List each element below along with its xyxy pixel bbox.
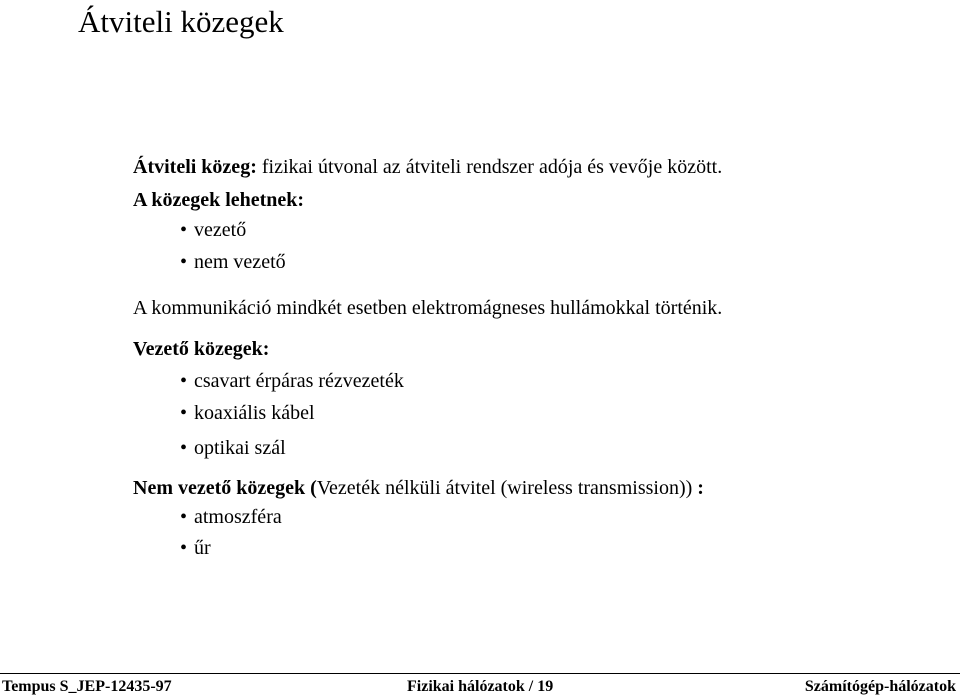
nonconductive-suffix: : — [692, 477, 704, 499]
nonconductive-heading — [133, 476, 704, 500]
list-item — [180, 218, 246, 242]
footer-center: Fizikai hálózatok / 19 — [407, 678, 554, 695]
definition-text: fizikai útvonal az átviteli rendszer adója és vevője között. — [256, 156, 723, 178]
list-item-text: koaxiális kábel — [194, 402, 315, 424]
list-item-text: űr — [194, 537, 211, 559]
list-item-text: vezető — [194, 219, 247, 241]
definition-term: Átviteli közeg: — [133, 156, 257, 178]
list-item — [180, 250, 286, 274]
footer-divider — [0, 673, 960, 674]
conductive-heading — [133, 337, 269, 361]
list-item-text: atmoszféra — [194, 506, 282, 528]
bullet-icon: • — [180, 437, 188, 459]
conductive-heading-text: Vezető közegek: — [133, 338, 270, 360]
media-intro — [133, 188, 304, 212]
bullet-icon: • — [180, 219, 188, 241]
communication-note: A kommunikáció mindkét esetben elektromágneses hullámokkal történik. — [133, 297, 723, 319]
list-item — [180, 536, 211, 560]
footer-right: Számítógép-hálózatok — [804, 678, 956, 695]
bullet-icon: • — [180, 370, 188, 392]
list-item-text: csavart érpáras rézvezeték — [194, 370, 404, 392]
bullet-icon: • — [180, 251, 188, 273]
list-item — [180, 436, 286, 460]
bullet-icon: • — [180, 402, 188, 424]
bullet-icon: • — [180, 506, 188, 528]
bullet-icon: • — [180, 537, 188, 559]
list-item — [180, 401, 315, 425]
list-item — [180, 369, 404, 393]
footer-left: Tempus S_JEP-12435-97 — [2, 678, 172, 695]
nonconductive-heading-text: Nem vezető közegek ( — [133, 477, 317, 499]
list-item-text: optikai szál — [194, 437, 286, 459]
list-item-text: nem vezető — [194, 251, 286, 273]
nonconductive-note: Vezeték nélküli átvitel (wireless transmission)) — [316, 477, 693, 499]
definition-line — [133, 155, 722, 179]
page-title: Átviteli közegek — [78, 4, 284, 39]
list-item — [180, 505, 282, 529]
media-intro-text: A közegek lehetnek: — [133, 189, 305, 211]
